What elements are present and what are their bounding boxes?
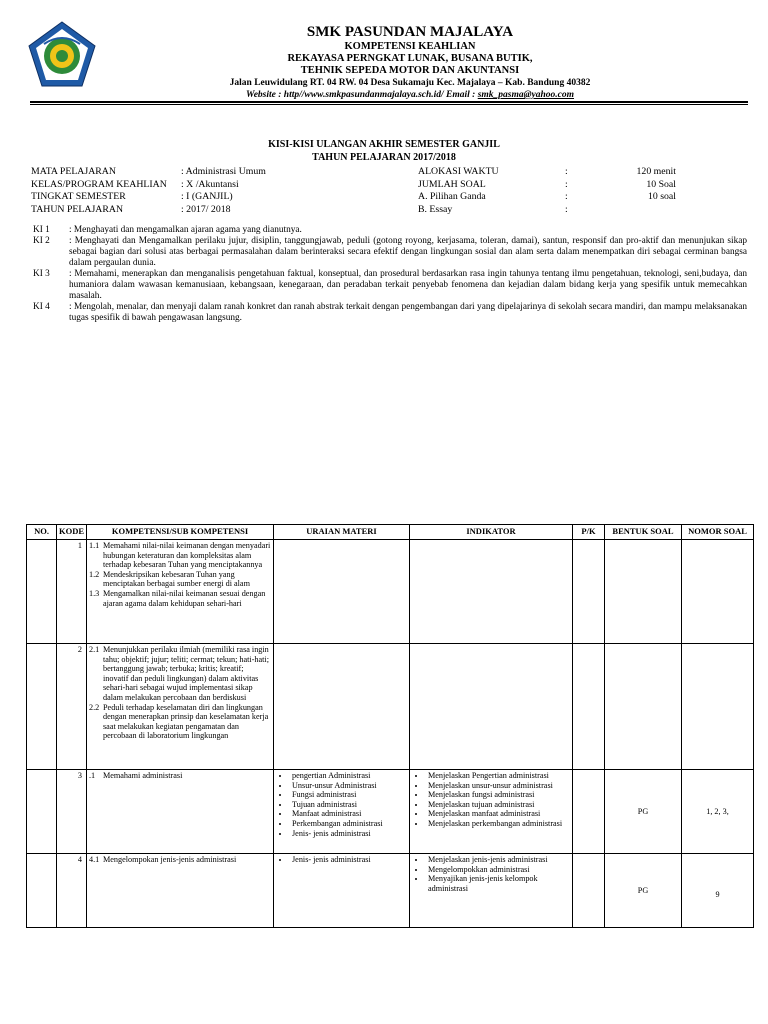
table-row bbox=[27, 854, 754, 928]
column-header: NOMOR SOAL bbox=[682, 525, 754, 540]
cell-no bbox=[27, 854, 57, 928]
info-right-value: 10 Soal bbox=[646, 178, 676, 190]
header-line-2: KOMPETENSI KEAHLIAN bbox=[344, 41, 476, 52]
cell-kompetensi bbox=[87, 540, 274, 644]
uraian-item: • Perkembangan administrasi bbox=[290, 819, 407, 829]
column-header: NO. bbox=[27, 525, 57, 540]
info-right-label: JUMLAH SOAL bbox=[418, 178, 486, 190]
header-line-3: REKAYASA PERNGKAT LUNAK, BUSANA BUTIK, bbox=[287, 53, 533, 64]
doc-title: KISI-KISI ULANGAN AKHIR SEMESTER GANJIL bbox=[268, 139, 500, 150]
cell-kompetensi bbox=[87, 854, 274, 928]
header-address: Jalan Leuwidulang RT. 04 RW. 04 Desa Sukamaju Kec. Majalaya – Kab. Bandung 40382 bbox=[229, 78, 591, 88]
info-left-value: : 2017/ 2018 bbox=[181, 203, 231, 215]
indikator-item: • Menjelaskan tujuan administrasi bbox=[426, 800, 570, 810]
info-right-row bbox=[418, 179, 676, 192]
cell-pk bbox=[573, 854, 605, 928]
sub-kompetensi bbox=[89, 703, 271, 741]
column-header: KODE bbox=[57, 525, 87, 540]
ki-item bbox=[33, 302, 747, 324]
column-header: KOMPETENSI/SUB KOMPETENSI bbox=[87, 525, 274, 540]
ki-label: KI 3 bbox=[33, 269, 50, 279]
info-left-label: KELAS/PROGRAM KEAHLIAN bbox=[31, 178, 167, 190]
cell-pk bbox=[573, 540, 605, 644]
info-right-row bbox=[418, 204, 676, 217]
info-right-label: B. Essay bbox=[418, 203, 453, 215]
table-row bbox=[27, 540, 754, 644]
info-left-row bbox=[31, 166, 401, 179]
info-left-value: : X /Akuntansi bbox=[181, 178, 239, 190]
cell-bentuk-soal: PG bbox=[605, 770, 682, 854]
column-header: P/K bbox=[573, 525, 605, 540]
sub-kompetensi bbox=[89, 771, 271, 781]
letterhead bbox=[0, 16, 768, 100]
uraian-list bbox=[276, 855, 407, 865]
table-header-row bbox=[27, 525, 754, 540]
info-left-row bbox=[31, 204, 401, 217]
sub-kompetensi bbox=[89, 541, 271, 570]
indikator-item: • Menjelaskan manfaat administrasi bbox=[426, 809, 570, 819]
kisi-kisi-table bbox=[26, 524, 754, 928]
sub-kompetensi bbox=[89, 855, 271, 865]
uraian-item: • Fungsi administrasi bbox=[290, 790, 407, 800]
uraian-item: • Unsur-unsur Administrasi bbox=[290, 781, 407, 791]
cell-nomor-soal bbox=[682, 644, 754, 770]
ki-list bbox=[33, 225, 747, 324]
cell-uraian bbox=[274, 644, 410, 770]
uraian-list bbox=[276, 771, 407, 838]
website-url[interactable]: http//www.smkpasundanmajalaya.sch.id/ bbox=[283, 90, 444, 100]
info-right-row bbox=[418, 166, 676, 179]
school-name: SMK PASUNDAN MAJALAYA bbox=[306, 24, 514, 40]
sub-kompetensi-number: .1 bbox=[89, 771, 96, 780]
info-left-value: : Administrasi Umum bbox=[181, 166, 266, 177]
indikator-item: • Menjelaskan unsur-unsur administrasi bbox=[426, 781, 570, 791]
cell-nomor-soal: 1, 2, 3, bbox=[682, 770, 754, 854]
cell-kompetensi bbox=[87, 770, 274, 854]
cell-kompetensi bbox=[87, 644, 274, 770]
cell-pk bbox=[573, 770, 605, 854]
info-right-row bbox=[418, 191, 676, 204]
indikator-list bbox=[412, 771, 570, 829]
info-left-label: TAHUN PELAJARAN bbox=[31, 203, 124, 215]
info-right-value: 10 soal bbox=[647, 191, 676, 202]
cell-uraian bbox=[274, 540, 410, 644]
ki-text: : Menghayati dan mengamalkan ajaran agama yang dianutnya. bbox=[69, 225, 302, 235]
cell-pk bbox=[573, 644, 605, 770]
uraian-item: • pengertian Administrasi bbox=[290, 771, 407, 781]
cell-bentuk-soal bbox=[605, 644, 682, 770]
header-divider-thick bbox=[30, 101, 748, 103]
info-left-value: : I (GANJIL) bbox=[181, 191, 233, 202]
ki-text: : Menghayati dan Mengamalkan perilaku jujur, disiplin, tanggungjawab, peduli (gotong royong, kerjasama, toleran, damai), santun, responsif dan pro-aktif dan menunjukan sikap sebagai bagian dari solusi atas berbagai permasalahan dalam berinteraksi secara efektif dengan lingkungan sosial dan alam serta dalam menempatkan diri sebagai cerminan bangsa dalam pergaulan dunia. bbox=[69, 236, 747, 268]
ki-label: KI 2 bbox=[33, 236, 50, 246]
info-right-label: A. Pilihan Ganda bbox=[418, 191, 486, 202]
uraian-item: • Jenis- jenis administrasi bbox=[290, 829, 407, 839]
cell-no bbox=[27, 770, 57, 854]
indikator-list bbox=[412, 855, 570, 893]
cell-nomor-soal bbox=[682, 540, 754, 644]
website-label: Website : bbox=[245, 90, 284, 100]
indikator-item: • Menjelaskan fungsi administrasi bbox=[426, 790, 570, 800]
cell-bentuk-soal bbox=[605, 540, 682, 644]
uraian-item: • Manfaat administrasi bbox=[290, 809, 407, 819]
cell-no bbox=[27, 644, 57, 770]
info-right-colon: : bbox=[565, 203, 568, 215]
info-right-colon: : bbox=[565, 166, 568, 177]
indikator-item: • Menjelaskan Pengertian administrasi bbox=[426, 771, 570, 781]
cell-indikator bbox=[410, 770, 573, 854]
cell-kode: 1 bbox=[57, 540, 87, 644]
ki-text: : Memahami, menerapkan dan menganalisis pengetahuan faktual, konseptual, dan prosedural berdasarkan rasa ingin tahunya tentang ilmu pengetahuan, teknologi, seni,budaya, dan humaniora dalam wawasan kemanusiaan, kebangsaan, kenegaraan, dan peradaban terkait penyebab fenomena dan kejadian dalam bidang kerja yang spesifik untuk memecahkan masalah. bbox=[69, 269, 747, 301]
cell-kode: 3 bbox=[57, 770, 87, 854]
info-right-colon: : bbox=[565, 191, 568, 202]
sub-kompetensi bbox=[89, 589, 271, 608]
ki-label: KI 1 bbox=[33, 225, 50, 235]
sub-kompetensi-text: Peduli terhadap keselamatan diri dan lingkungan dengan menerapkan prinsip dan keselamatan kerja saat melakukan kegiatan pengamatan dan percobaan di laboratorium lingkungan bbox=[103, 702, 269, 741]
sub-kompetensi-number: 1.2 bbox=[89, 569, 100, 579]
cell-indikator bbox=[410, 854, 573, 928]
cell-nomor-soal: 9 bbox=[682, 854, 754, 928]
school-logo bbox=[27, 20, 97, 90]
info-left-row bbox=[31, 191, 401, 204]
header-divider-thin bbox=[30, 104, 748, 105]
cell-kode: 2 bbox=[57, 644, 87, 770]
cell-indikator bbox=[410, 540, 573, 644]
sub-kompetensi-text: Mengelompokan jenis-jenis administrasi bbox=[103, 855, 237, 864]
email-address[interactable]: smk_pasma@yahoo.com bbox=[477, 90, 575, 100]
cell-no bbox=[27, 540, 57, 644]
sub-kompetensi-number: 4.1 bbox=[89, 855, 100, 864]
info-right bbox=[418, 166, 676, 216]
cell-indikator bbox=[410, 644, 573, 770]
uraian-item: • Tujuan administrasi bbox=[290, 800, 407, 810]
sub-kompetensi-text: Memahami nilai-nilai keimanan dengan menyadari hubungan keteraturan dan kompleksitas alam terhadap kebesaran Tuhan yang menciptakannya bbox=[103, 541, 271, 570]
sub-kompetensi bbox=[89, 570, 271, 589]
info-right-colon: : bbox=[565, 178, 568, 190]
column-header: INDIKATOR bbox=[410, 525, 573, 540]
sub-kompetensi-text: Menunjukkan perilaku ilmiah (memiliki rasa ingin tahu; objektif; jujur; teliti; cermat; tekun; hati-hati; bertanggung jawab; terbuka; kritis; kreatif; inovatif dan peduli lingkungan) dalam aktivitas sehari-hari sebagai wujud implementasi sikap dalam melakukan percobaan dan berdiskusi bbox=[103, 645, 269, 702]
sub-kompetensi-text: Mengamalkan nilai-nilai keimanan sesuai dengan ajaran agama dalam kehidupan sehari-hari bbox=[103, 588, 266, 608]
info-left-label: TINGKAT SEMESTER bbox=[31, 191, 126, 202]
column-header: BENTUK SOAL bbox=[605, 525, 682, 540]
ki-item bbox=[33, 236, 747, 269]
info-right-value: 120 menit bbox=[636, 166, 676, 177]
sub-kompetensi-text: Mendeskripsikan kebesaran Tuhan yang menciptakan berbagai sumber energi di alam bbox=[103, 569, 250, 589]
ki-text: : Mengolah, menalar, dan menyaji dalam ranah konkret dan ranah abstrak terkait dengan pengembangan dari yang dipelajarinya di sekolah secara mandiri, dan mampu melaksanakan tugas spesifik di bawah pengawasan langsung. bbox=[69, 302, 747, 323]
sub-kompetensi bbox=[89, 645, 271, 703]
ki-item bbox=[33, 269, 747, 302]
cell-uraian bbox=[274, 770, 410, 854]
sub-kompetensi-number: 2.2 bbox=[89, 702, 100, 712]
info-right-value bbox=[605, 204, 676, 217]
ki-label: KI 4 bbox=[33, 302, 50, 312]
info-left-row bbox=[31, 179, 401, 192]
email-label: Email : bbox=[443, 90, 478, 100]
uraian-item: • Jenis- jenis administrasi bbox=[290, 855, 407, 865]
header-line-4: TEHNIK SEPEDA MOTOR DAN AKUNTANSI bbox=[300, 65, 520, 76]
header-website bbox=[150, 89, 670, 101]
info-left-label: MATA PELAJARAN bbox=[31, 166, 116, 177]
info-right-label: ALOKASI WAKTU bbox=[418, 166, 499, 177]
table-row bbox=[27, 644, 754, 770]
indikator-item: • Menjelaskan perkembangan administrasi bbox=[426, 819, 570, 829]
doc-subtitle: TAHUN PELAJARAN 2017/2018 bbox=[312, 152, 456, 163]
cell-uraian bbox=[274, 854, 410, 928]
sub-kompetensi-number: 1.1 bbox=[89, 541, 100, 550]
table-row bbox=[27, 770, 754, 854]
sub-kompetensi-number: 2.1 bbox=[89, 645, 100, 654]
column-header: URAIAN MATERI bbox=[274, 525, 410, 540]
cell-bentuk-soal: PG bbox=[605, 854, 682, 928]
indikator-item: • Menyajikan jenis-jenis kelompok administrasi bbox=[426, 874, 570, 893]
info-left bbox=[31, 166, 401, 216]
sub-kompetensi-number: 1.3 bbox=[89, 588, 100, 598]
cell-kode: 4 bbox=[57, 854, 87, 928]
sub-kompetensi-text: Memahami administrasi bbox=[103, 771, 183, 780]
indikator-item: • Menjelaskan jenis-jenis administrasi bbox=[426, 855, 570, 865]
indikator-item: • Mengelompokkan administrasi bbox=[426, 865, 570, 875]
ki-item bbox=[33, 225, 747, 236]
